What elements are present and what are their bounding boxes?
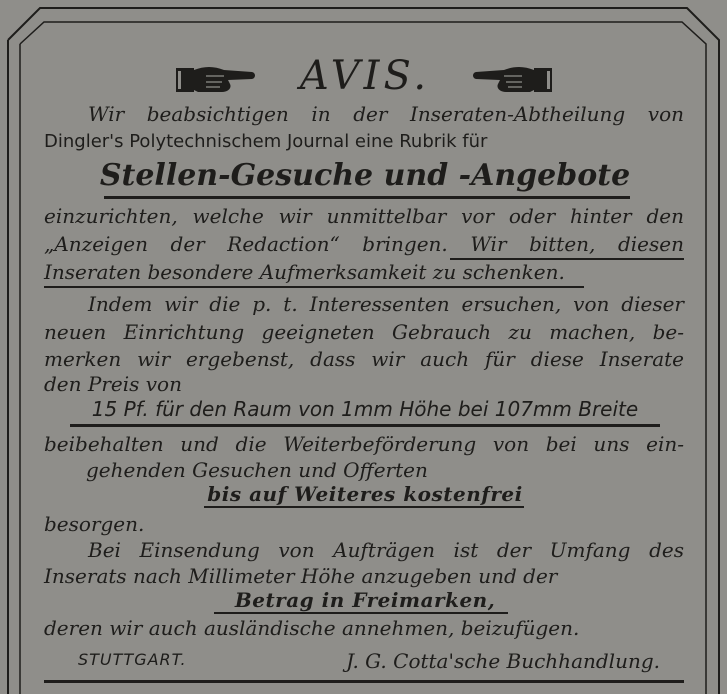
text-line: „Anzeigen der Redaction“ bringen. Wir bitten, diesen — [44, 232, 684, 256]
publisher-signature: J. G. Cotta'sche Buchhandlung. — [345, 649, 660, 673]
text-line: beibehalten und die Weiterbeförderung von bei uns ein- — [44, 432, 684, 456]
page-title: AVIS. — [299, 53, 431, 99]
text-line: Inserats nach Millimeter Höhe anzugeben und der — [44, 564, 558, 588]
price-underline — [70, 424, 660, 427]
free-notice: bis auf Weiteres kostenfrei — [207, 482, 523, 506]
text-line: einzurichten, welche wir unmittelbar vor oder hinter den — [44, 204, 684, 228]
stamps-notice: Betrag in Freimarken, — [234, 588, 496, 612]
text-line: gehenden Gesuchen und Offerten — [86, 458, 428, 482]
text-line: Wir beabsichtigen in der Inseraten-Abtheilung von — [88, 102, 684, 126]
text-line: besorgen. — [44, 512, 145, 536]
text-line: merken wir ergebenst, dass wir auch für diese Inserate — [44, 347, 684, 371]
text-line: deren wir auch ausländische annehmen, beizufügen. — [44, 616, 580, 640]
free-notice-underline — [204, 506, 524, 508]
text-line: Inseraten besondere Aufmerksamkeit zu schenken. — [44, 260, 565, 284]
text-line: den Preis von — [44, 372, 182, 396]
section-heading: Stellen-Gesuche und -Angebote — [99, 158, 631, 193]
pointing-hand-left-icon — [472, 62, 552, 98]
heading-underline — [104, 196, 630, 199]
text-underline — [44, 286, 584, 288]
pointing-hand-right-icon — [176, 62, 256, 98]
text-line: Bei Einsendung von Aufträgen ist der Umfang des — [88, 538, 684, 562]
text-line: Indem wir die p. t. Interessenten ersuchen, von dieser — [88, 292, 684, 316]
text-line: Dingler's Polytechnischem Journal eine Rubrik für — [44, 131, 488, 152]
price-notice: 15 Pf. für den Raum von 1mm Höhe bei 107mm Breite — [91, 397, 639, 421]
stamps-notice-underline — [214, 612, 508, 614]
text-line: neuen Einrichtung geeigneten Gebrauch zu machen, be- — [44, 320, 684, 344]
city-imprint: STUTTGART. — [78, 650, 187, 669]
bottom-rule — [44, 680, 684, 683]
